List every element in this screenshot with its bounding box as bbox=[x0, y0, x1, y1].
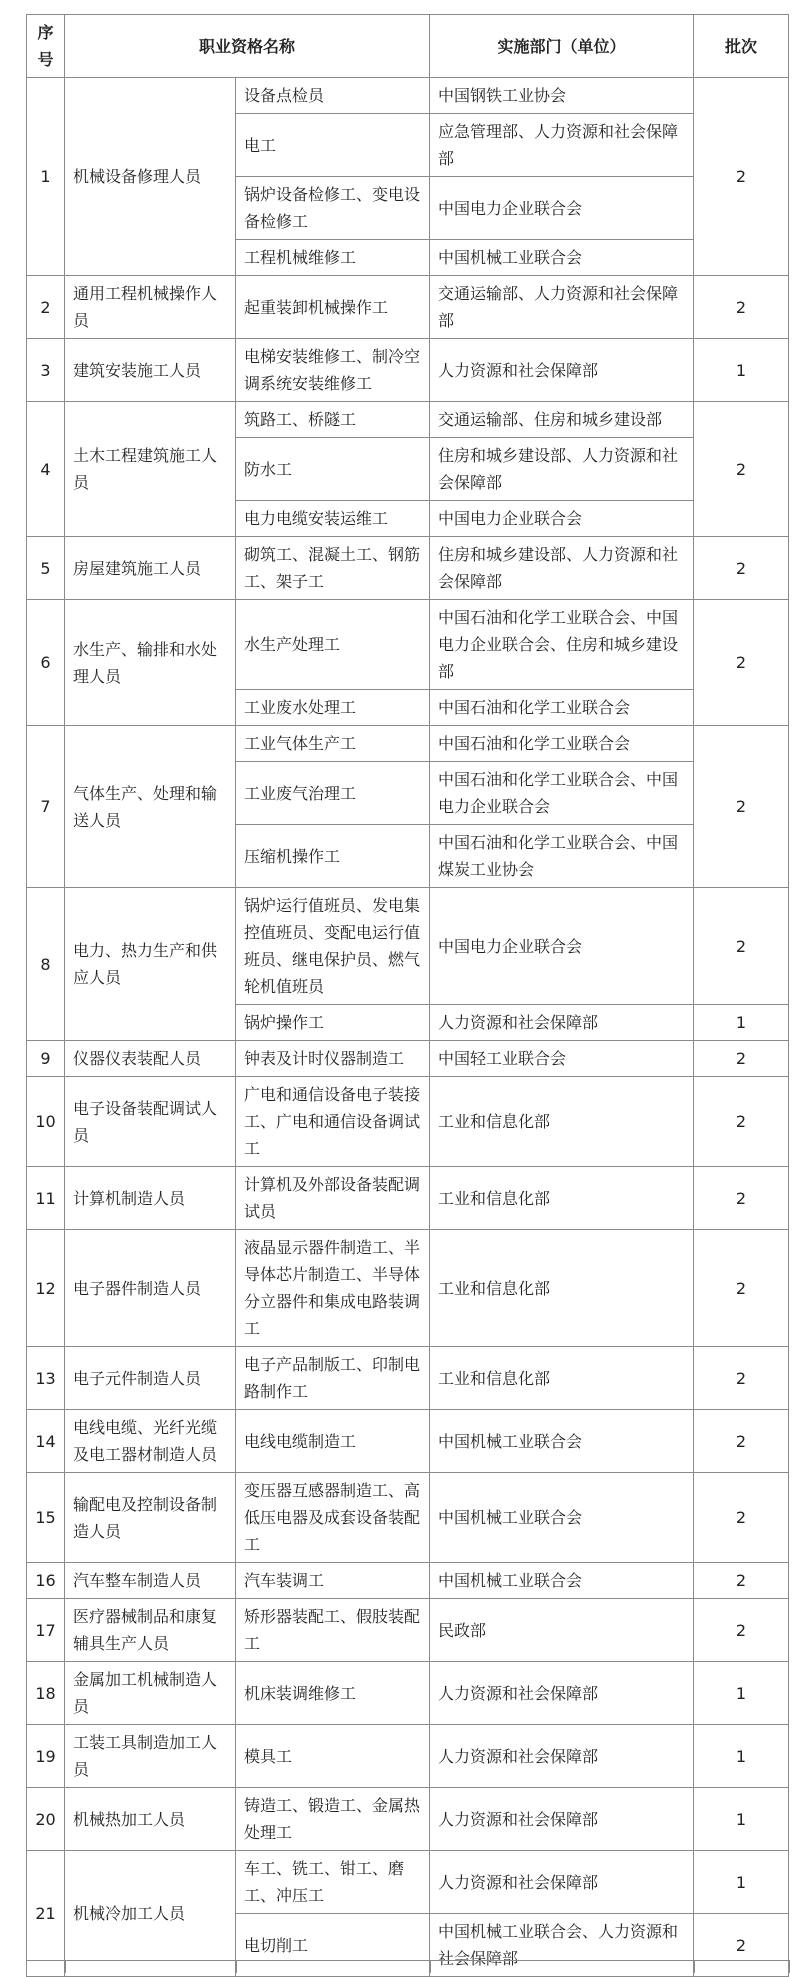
table-row bbox=[27, 1230, 789, 1347]
row-number: 17 bbox=[27, 1599, 65, 1662]
table-row bbox=[27, 402, 789, 438]
category-cell: 汽车整车制造人员 bbox=[65, 1563, 236, 1599]
batch-cell: 2 bbox=[694, 600, 789, 726]
batch-cell: 2 bbox=[694, 888, 789, 1005]
qualification-name-cell: 工业废气治理工 bbox=[236, 762, 430, 825]
category-cell: 医疗器械制品和康复辅具生产人员 bbox=[65, 1599, 236, 1662]
table-row bbox=[27, 1662, 789, 1725]
qualification-name-cell: 矫形器装配工、假肢装配工 bbox=[236, 1599, 430, 1662]
table-row bbox=[27, 1041, 789, 1077]
qualification-name-cell: 设备点检员 bbox=[236, 78, 430, 114]
row-number: 16 bbox=[27, 1563, 65, 1599]
qualification-name-cell: 汽车装调工 bbox=[236, 1563, 430, 1599]
category-cell: 机械冷加工人员 bbox=[65, 1851, 236, 1977]
category-cell: 通用工程机械操作人员 bbox=[65, 276, 236, 339]
table-row bbox=[27, 78, 789, 114]
department-cell: 中国石油和化学工业联合会、中国电力企业联合会 bbox=[430, 762, 694, 825]
batch-cell: 2 bbox=[694, 78, 789, 276]
table-row bbox=[27, 1599, 789, 1662]
department-cell: 中国机械工业联合会 bbox=[430, 1410, 694, 1473]
department-cell: 中国石油和化学工业联合会、中国煤炭工业协会 bbox=[430, 825, 694, 888]
category-cell: 工装工具制造加工人员 bbox=[65, 1725, 236, 1788]
table-continuation bbox=[26, 1960, 790, 1973]
qualification-name-cell: 起重装卸机械操作工 bbox=[236, 276, 430, 339]
qualification-name-cell: 车工、铣工、钳工、磨工、冲压工 bbox=[236, 1851, 430, 1914]
qualification-name-cell: 铸造工、锻造工、金属热处理工 bbox=[236, 1788, 430, 1851]
qualification-name-cell: 工程机械维修工 bbox=[236, 240, 430, 276]
qualification-name-cell: 液晶显示器件制造工、半导体芯片制造工、半导体分立器件和集成电路装调工 bbox=[236, 1230, 430, 1347]
category-cell: 机械热加工人员 bbox=[65, 1788, 236, 1851]
batch-cell: 1 bbox=[694, 1788, 789, 1851]
batch-cell: 2 bbox=[694, 1347, 789, 1410]
department-cell: 中国石油和化学工业联合会 bbox=[430, 726, 694, 762]
qualification-name-cell: 工业废水处理工 bbox=[236, 690, 430, 726]
table-row bbox=[27, 276, 789, 339]
row-number: 6 bbox=[27, 600, 65, 726]
row-number: 13 bbox=[27, 1347, 65, 1410]
table-row bbox=[27, 1788, 789, 1851]
department-cell: 中国石油和化学工业联合会、中国电力企业联合会、住房和城乡建设部 bbox=[430, 600, 694, 690]
qualification-name-cell: 模具工 bbox=[236, 1725, 430, 1788]
batch-cell: 2 bbox=[694, 726, 789, 888]
batch-cell: 2 bbox=[694, 1563, 789, 1599]
row-number: 15 bbox=[27, 1473, 65, 1563]
table-row bbox=[27, 600, 789, 690]
table-header-row bbox=[27, 15, 789, 78]
row-number: 14 bbox=[27, 1410, 65, 1473]
batch-cell: 2 bbox=[694, 1473, 789, 1563]
qualification-name-cell: 钟表及计时仪器制造工 bbox=[236, 1041, 430, 1077]
table-row bbox=[27, 1347, 789, 1410]
qualification-name-cell: 广电和通信设备电子装接工、广电和通信设备调试工 bbox=[236, 1077, 430, 1167]
category-cell: 电子器件制造人员 bbox=[65, 1230, 236, 1347]
category-cell: 电子设备装配调试人员 bbox=[65, 1077, 236, 1167]
batch-cell: 2 bbox=[694, 1077, 789, 1167]
table-row bbox=[27, 726, 789, 762]
department-cell: 交通运输部、住房和城乡建设部 bbox=[430, 402, 694, 438]
qualification-name-cell: 锅炉操作工 bbox=[236, 1005, 430, 1041]
qualification-name-cell: 压缩机操作工 bbox=[236, 825, 430, 888]
batch-cell: 2 bbox=[694, 1914, 789, 1977]
row-number: 5 bbox=[27, 537, 65, 600]
qualification-name-cell: 机床装调维修工 bbox=[236, 1662, 430, 1725]
table-row bbox=[27, 537, 789, 600]
row-number: 18 bbox=[27, 1662, 65, 1725]
header-no: 序号 bbox=[27, 15, 65, 78]
department-cell: 人力资源和社会保障部 bbox=[430, 1662, 694, 1725]
department-cell: 中国钢铁工业协会 bbox=[430, 78, 694, 114]
category-cell: 电线电缆、光纤光缆及电工器材制造人员 bbox=[65, 1410, 236, 1473]
row-number: 12 bbox=[27, 1230, 65, 1347]
qualification-name-cell: 防水工 bbox=[236, 438, 430, 501]
header-occupation: 职业资格名称 bbox=[65, 15, 430, 78]
batch-cell: 2 bbox=[694, 1041, 789, 1077]
batch-cell: 2 bbox=[694, 402, 789, 537]
table-row bbox=[27, 339, 789, 402]
department-cell: 中国机械工业联合会 bbox=[430, 1473, 694, 1563]
table-row bbox=[27, 888, 789, 1005]
category-cell: 机械设备修理人员 bbox=[65, 78, 236, 276]
table-row bbox=[27, 1725, 789, 1788]
batch-cell: 2 bbox=[694, 1167, 789, 1230]
department-cell: 中国石油和化学工业联合会 bbox=[430, 690, 694, 726]
category-cell: 输配电及控制设备制造人员 bbox=[65, 1473, 236, 1563]
qualification-name-cell: 水生产处理工 bbox=[236, 600, 430, 690]
category-cell: 建筑安装施工人员 bbox=[65, 339, 236, 402]
department-cell: 中国轻工业联合会 bbox=[430, 1041, 694, 1077]
header-department: 实施部门（单位） bbox=[430, 15, 694, 78]
department-cell: 住房和城乡建设部、人力资源和社会保障部 bbox=[430, 438, 694, 501]
row-number: 7 bbox=[27, 726, 65, 888]
row-number: 9 bbox=[27, 1041, 65, 1077]
qualification-name-cell: 电切削工 bbox=[236, 1914, 430, 1977]
row-number: 1 bbox=[27, 78, 65, 276]
batch-cell: 2 bbox=[694, 1599, 789, 1662]
row-number: 19 bbox=[27, 1725, 65, 1788]
department-cell: 中国电力企业联合会 bbox=[430, 177, 694, 240]
qualification-name-cell: 筑路工、桥隧工 bbox=[236, 402, 430, 438]
batch-cell: 1 bbox=[694, 339, 789, 402]
department-cell: 中国机械工业联合会 bbox=[430, 240, 694, 276]
batch-cell: 1 bbox=[694, 1662, 789, 1725]
department-cell: 中国电力企业联合会 bbox=[430, 888, 694, 1005]
batch-cell: 2 bbox=[694, 1230, 789, 1347]
qualification-name-cell: 变压器互感器制造工、高低压电器及成套设备装配工 bbox=[236, 1473, 430, 1563]
category-cell: 金属加工机械制造人员 bbox=[65, 1662, 236, 1725]
row-number: 4 bbox=[27, 402, 65, 537]
category-cell: 水生产、输排和水处理人员 bbox=[65, 600, 236, 726]
department-cell: 民政部 bbox=[430, 1599, 694, 1662]
batch-cell: 2 bbox=[694, 276, 789, 339]
table-row bbox=[27, 1077, 789, 1167]
row-number: 2 bbox=[27, 276, 65, 339]
row-number: 3 bbox=[27, 339, 65, 402]
category-cell: 计算机制造人员 bbox=[65, 1167, 236, 1230]
category-cell: 土木工程建筑施工人员 bbox=[65, 402, 236, 537]
department-cell: 工业和信息化部 bbox=[430, 1167, 694, 1230]
table-row bbox=[27, 1851, 789, 1914]
batch-cell: 2 bbox=[694, 537, 789, 600]
qualification-name-cell: 电梯安装维修工、制冷空调系统安装维修工 bbox=[236, 339, 430, 402]
table-row bbox=[27, 1473, 789, 1563]
table-row bbox=[27, 1410, 789, 1473]
table-body bbox=[27, 78, 789, 1977]
department-cell: 中国机械工业联合会 bbox=[430, 1563, 694, 1599]
qualification-name-cell: 砌筑工、混凝土工、钢筋工、架子工 bbox=[236, 537, 430, 600]
qualification-name-cell: 电线电缆制造工 bbox=[236, 1410, 430, 1473]
department-cell: 人力资源和社会保障部 bbox=[430, 339, 694, 402]
row-number: 10 bbox=[27, 1077, 65, 1167]
department-cell: 工业和信息化部 bbox=[430, 1347, 694, 1410]
department-cell: 工业和信息化部 bbox=[430, 1077, 694, 1167]
row-number: 11 bbox=[27, 1167, 65, 1230]
table-row bbox=[27, 1563, 789, 1599]
row-number: 8 bbox=[27, 888, 65, 1041]
department-cell: 中国电力企业联合会 bbox=[430, 501, 694, 537]
qualification-name-cell: 锅炉运行值班员、发电集控值班员、变配电运行值班员、继电保护员、燃气轮机值班员 bbox=[236, 888, 430, 1005]
category-cell: 电力、热力生产和供应人员 bbox=[65, 888, 236, 1041]
department-cell: 中国机械工业联合会、人力资源和社会保障部 bbox=[430, 1914, 694, 1977]
qualification-name-cell: 工业气体生产工 bbox=[236, 726, 430, 762]
qualification-name-cell: 锅炉设备检修工、变电设备检修工 bbox=[236, 177, 430, 240]
category-cell: 房屋建筑施工人员 bbox=[65, 537, 236, 600]
qualification-name-cell: 电工 bbox=[236, 114, 430, 177]
qualification-table-sheet bbox=[26, 14, 788, 1977]
qualification-name-cell: 电子产品制版工、印制电路制作工 bbox=[236, 1347, 430, 1410]
row-number: 21 bbox=[27, 1851, 65, 1977]
header-batch: 批次 bbox=[694, 15, 789, 78]
category-cell: 仪器仪表装配人员 bbox=[65, 1041, 236, 1077]
batch-cell: 2 bbox=[694, 1410, 789, 1473]
qualification-name-cell: 计算机及外部设备装配调试员 bbox=[236, 1167, 430, 1230]
department-cell: 应急管理部、人力资源和社会保障部 bbox=[430, 114, 694, 177]
category-cell: 电子元件制造人员 bbox=[65, 1347, 236, 1410]
batch-cell: 1 bbox=[694, 1725, 789, 1788]
department-cell: 人力资源和社会保障部 bbox=[430, 1851, 694, 1914]
department-cell: 工业和信息化部 bbox=[430, 1230, 694, 1347]
batch-cell: 1 bbox=[694, 1851, 789, 1914]
row-number: 20 bbox=[27, 1788, 65, 1851]
category-cell: 气体生产、处理和输送人员 bbox=[65, 726, 236, 888]
department-cell: 人力资源和社会保障部 bbox=[430, 1788, 694, 1851]
table-row bbox=[27, 1167, 789, 1230]
batch-cell: 1 bbox=[694, 1005, 789, 1041]
department-cell: 交通运输部、人力资源和社会保障部 bbox=[430, 276, 694, 339]
department-cell: 人力资源和社会保障部 bbox=[430, 1005, 694, 1041]
department-cell: 人力资源和社会保障部 bbox=[430, 1725, 694, 1788]
qualification-table bbox=[26, 14, 789, 1977]
qualification-name-cell: 电力电缆安装运维工 bbox=[236, 501, 430, 537]
department-cell: 住房和城乡建设部、人力资源和社会保障部 bbox=[430, 537, 694, 600]
